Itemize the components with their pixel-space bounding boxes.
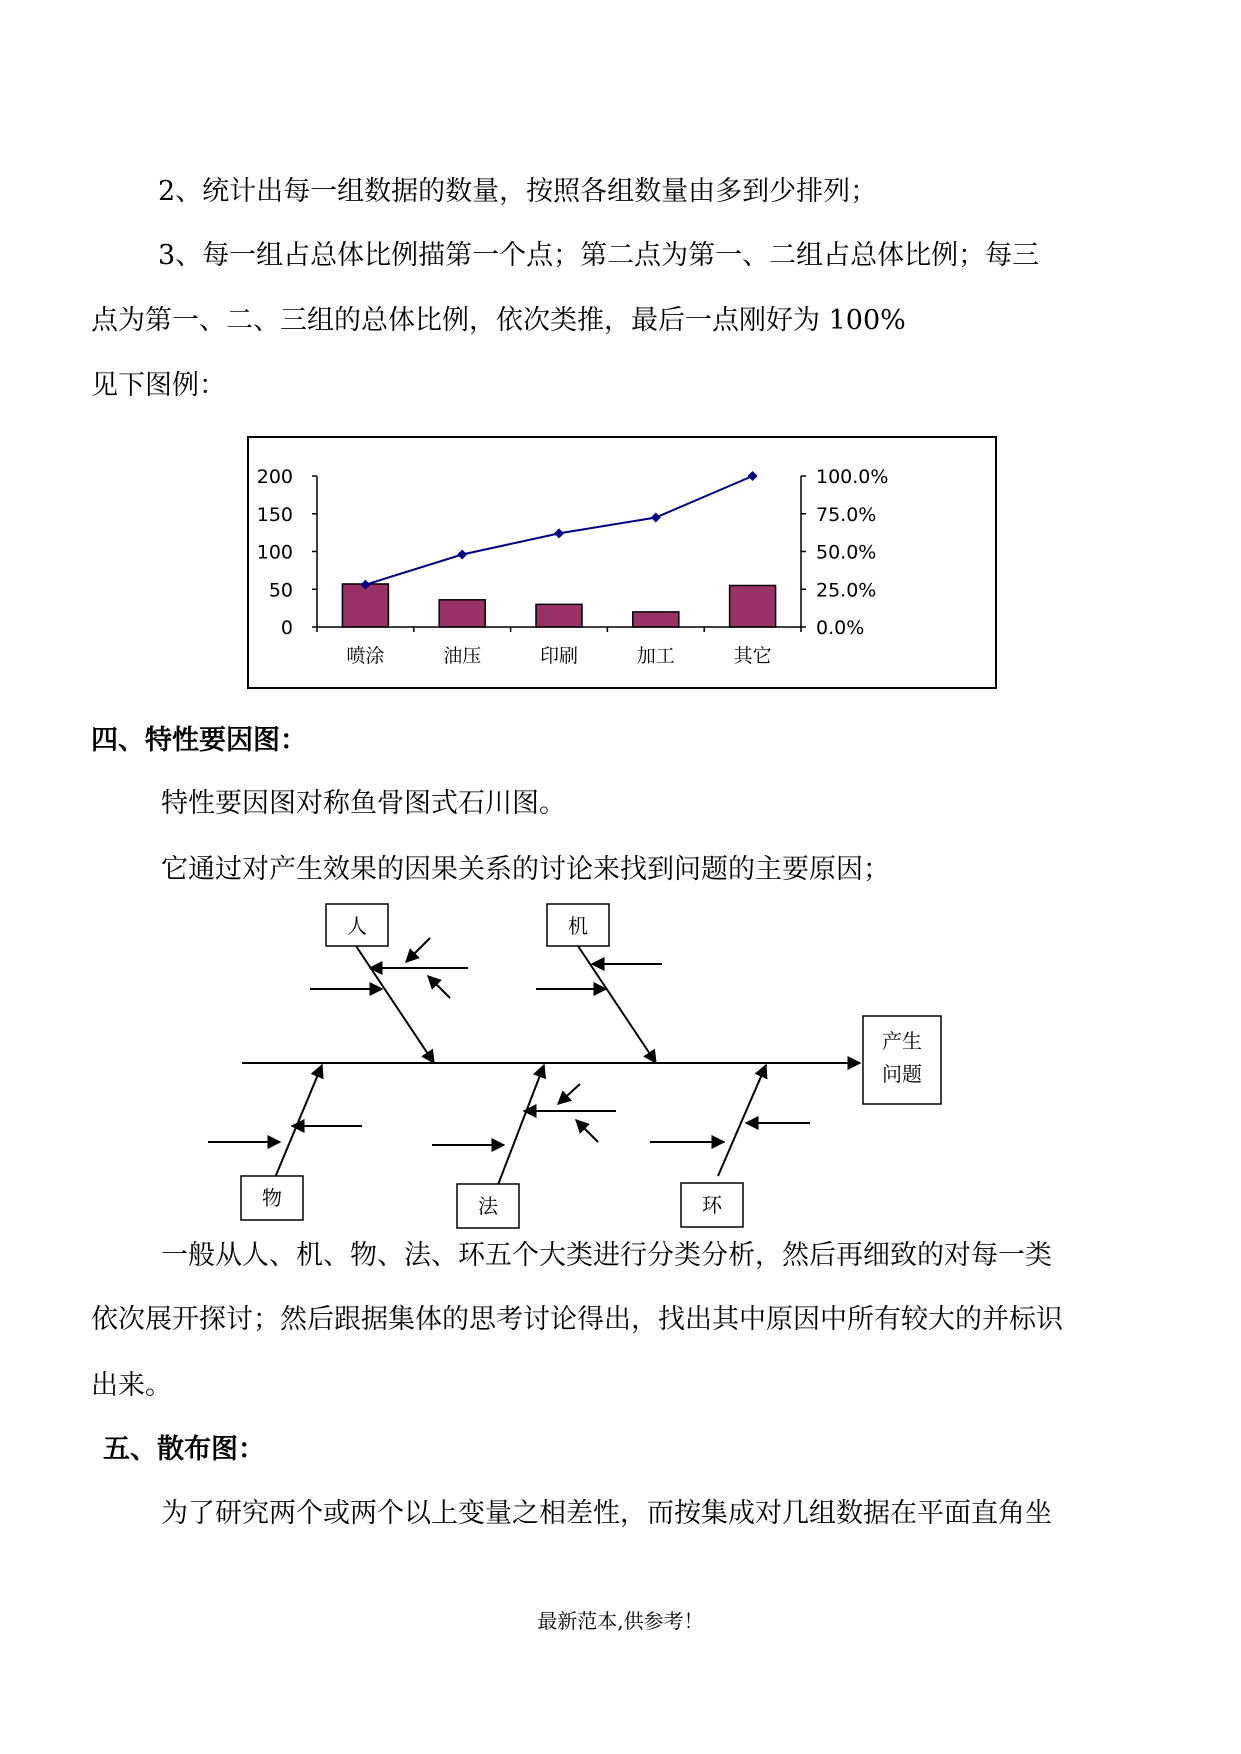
step3-line1: 3、每一组占总体比例描第一个点；第二点为第一、二组占总体比例；每三	[158, 240, 1040, 271]
y-right-tick-label: 75.0%	[816, 503, 877, 526]
step3-line2: 点为第一、二、三组的总体比例，依次类推，最后一点刚好为 100%	[91, 305, 906, 336]
y-left-tick-label: 0	[280, 617, 293, 639]
bone-huan	[718, 1065, 766, 1176]
effect-label-2: 问题	[882, 1062, 922, 1086]
y-right-tick-label: 25.0%	[816, 579, 877, 602]
see-below: 见下图例：	[91, 370, 226, 401]
bar	[342, 584, 388, 627]
step2-paragraph: 2、统计出每一组数据的数量，按照各组数量由多到少排列；	[158, 176, 878, 207]
y-left-tick-label: 200	[256, 466, 293, 488]
y-right-tick-label: 100.0%	[816, 466, 889, 488]
x-tick-label: 油压	[443, 645, 482, 667]
x-tick-label: 喷涂	[346, 645, 385, 667]
p4-method-line2: 依次展开探讨；然后跟据集体的思考讨论得出，找出其中原因中所有较大的并标识	[91, 1304, 1063, 1335]
y-right-tick-label: 50.0%	[816, 541, 877, 564]
bar	[439, 600, 485, 627]
x-tick-label: 其它	[733, 645, 772, 667]
y-left-tick-label: 100	[256, 541, 293, 564]
p4-description: 它通过对产生效果的因果关系的讨论来找到问题的主要原因；	[161, 854, 890, 885]
pareto-chart	[247, 436, 999, 692]
bone-wu	[274, 1065, 322, 1180]
bar	[730, 585, 776, 627]
p4-method-line1: 一般从人、机、物、法、环五个大类进行分类分析，然后再细致的对每一类	[161, 1240, 1052, 1271]
p4-intro: 特性要因图对称鱼骨图式石川图。	[161, 788, 566, 819]
section-heading-4: 四、特性要因图：	[91, 725, 307, 756]
label-wu: 物	[262, 1186, 282, 1210]
label-huan: 环	[702, 1193, 722, 1217]
x-tick-label: 加工	[636, 645, 675, 667]
fishbone-diagram	[0, 880, 1241, 1240]
footer-note: 最新范本,供参考！	[537, 1609, 704, 1633]
label-ren: 人	[347, 914, 367, 938]
p4-method-line3: 出来。	[91, 1370, 172, 1401]
bar	[536, 604, 582, 627]
bar	[633, 612, 679, 627]
label-fa: 法	[478, 1194, 498, 1218]
y-right-tick-label: 0.0%	[816, 617, 865, 639]
x-tick-label: 印刷	[539, 645, 579, 667]
section-heading-5: 五、散布图：	[103, 1434, 265, 1465]
p5-intro: 为了研究两个或两个以上变量之相差性，而按集成对几组数据在平面直角坐	[161, 1498, 1052, 1529]
effect-label-1: 产生	[882, 1029, 922, 1053]
bone-fa	[496, 1065, 544, 1190]
label-ji: 机	[568, 914, 588, 938]
y-left-tick-label: 50	[268, 579, 293, 602]
bone-ren	[356, 946, 434, 1063]
y-left-tick-label: 150	[256, 503, 293, 526]
